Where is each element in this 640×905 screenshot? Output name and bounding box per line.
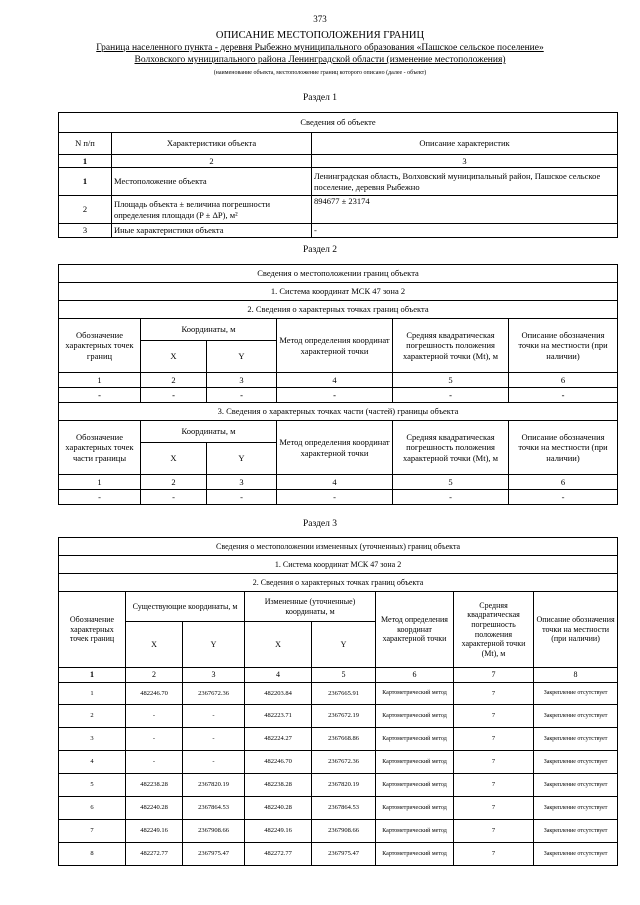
index-cell: 5 <box>393 475 509 490</box>
existing-x: 482249.16 <box>126 820 183 843</box>
index-cell: 6 <box>509 373 618 388</box>
point-description: Закрепление отсутствует <box>534 774 618 797</box>
col-header-char: Характеристики объекта <box>112 133 312 155</box>
coord-system: 1. Система координат МСК 47 зона 2 <box>59 556 618 574</box>
existing-y: - <box>183 728 245 751</box>
point-number: 8 <box>59 843 126 866</box>
col-header-desc: Описание характеристик <box>312 133 618 155</box>
dash-cell: - <box>509 388 618 403</box>
index-cell: 3 <box>207 373 277 388</box>
changed-y: 2367672.19 <box>312 705 376 728</box>
col-header-point: Обозначение характерных точек границ <box>59 319 141 373</box>
point-method: Картометрический метод <box>376 705 454 728</box>
existing-x: 482240.28 <box>126 797 183 820</box>
row-number: 2 <box>59 196 112 224</box>
changed-x: 482203.84 <box>245 683 312 705</box>
table-row <box>59 843 618 866</box>
changed-x: 482224.27 <box>245 728 312 751</box>
existing-x: 482246.70 <box>126 683 183 705</box>
index-cell: 2 <box>112 155 312 168</box>
dash-cell: - <box>207 388 277 403</box>
row-description: - <box>312 224 618 238</box>
col-header-y: Y <box>183 622 245 668</box>
changed-y: 2367864.53 <box>312 797 376 820</box>
existing-x: 482272.77 <box>126 843 183 866</box>
section2-table <box>58 264 618 505</box>
index-cell: 1 <box>59 668 126 683</box>
changed-y: 2367975.47 <box>312 843 376 866</box>
index-cell: 3 <box>312 155 618 168</box>
subsection-title: 2. Сведения о характерных точках границ объекта <box>59 301 618 319</box>
col-header-num: N п/п <box>59 133 112 155</box>
changed-x: 482246.70 <box>245 751 312 774</box>
dash-cell: - <box>277 388 393 403</box>
index-cell: 4 <box>277 373 393 388</box>
changed-x: 482240.28 <box>245 797 312 820</box>
col-header-method: Метод определения координат характерной точки <box>376 592 454 668</box>
point-number: 6 <box>59 797 126 820</box>
table-title: Сведения об объекте <box>59 113 618 133</box>
row-description: Ленинградская область, Волховский муниципальный район, Пашское сельское поселение, деревня Рыбежно <box>312 168 618 196</box>
point-number: 5 <box>59 774 126 797</box>
table-row <box>59 168 618 196</box>
existing-x: 482238.28 <box>126 774 183 797</box>
changed-x: 482238.28 <box>245 774 312 797</box>
existing-x: - <box>126 751 183 774</box>
point-method: Картометрический метод <box>376 774 454 797</box>
row-number: 3 <box>59 224 112 238</box>
col-header-point: Обозначение характерных точек границ <box>59 592 126 668</box>
col-header-coords: Координаты, м <box>141 319 277 341</box>
point-description: Закрепление отсутствует <box>534 751 618 774</box>
point-method: Картометрический метод <box>376 728 454 751</box>
index-cell: 7 <box>454 668 534 683</box>
table-row <box>59 797 618 820</box>
point-number: 1 <box>59 683 126 705</box>
section3-heading: Раздел 3 <box>303 519 337 529</box>
dash-cell: - <box>141 388 207 403</box>
index-cell: 4 <box>245 668 312 683</box>
index-cell: 1 <box>59 373 141 388</box>
table-row <box>59 728 618 751</box>
point-method: Картометрический метод <box>376 751 454 774</box>
col-header-y: Y <box>312 622 376 668</box>
table-row <box>59 388 618 403</box>
existing-x: - <box>126 728 183 751</box>
table-title: Сведения о местоположении измененных (уточненных) границ объекта <box>59 538 618 556</box>
existing-y: 2367908.66 <box>183 820 245 843</box>
col-header-desc: Описание обозначения точки на местности (при наличии) <box>534 592 618 668</box>
page-number: 373 <box>313 14 327 24</box>
changed-x: 482249.16 <box>245 820 312 843</box>
point-number: 7 <box>59 820 126 843</box>
row-characteristic: Площадь объекта ± величина погрешности определения площади (P ± ΔP), м² <box>112 196 312 224</box>
object-name-line2: Волховского муниципального района Ленинградской области (изменение местоположения) <box>134 55 506 65</box>
section3-table <box>58 537 618 866</box>
dash-cell: - <box>393 490 509 505</box>
index-cell: 6 <box>376 668 454 683</box>
col-header-existing: Существующие координаты, м <box>126 592 245 622</box>
col-header-x: X <box>126 622 183 668</box>
dash-cell: - <box>207 490 277 505</box>
point-error: 7 <box>454 705 534 728</box>
document-title: ОПИСАНИЕ МЕСТОПОЛОЖЕНИЯ ГРАНИЦ <box>215 30 425 41</box>
point-error: 7 <box>454 774 534 797</box>
index-cell: 2 <box>141 373 207 388</box>
table-row <box>59 683 618 705</box>
section1-heading: Раздел 1 <box>303 93 337 103</box>
dash-cell: - <box>59 490 141 505</box>
coord-system: 1. Система координат МСК 47 зона 2 <box>59 283 618 301</box>
point-error: 7 <box>454 797 534 820</box>
changed-x: 482272.77 <box>245 843 312 866</box>
index-cell: 1 <box>59 155 112 168</box>
subsection-title: 3. Сведения о характерных точках части (частей) границы объекта <box>59 403 618 421</box>
dash-cell: - <box>393 388 509 403</box>
col-header-error: Средняя квадратическая погрешность положения характерной точки (Mt), м <box>393 319 509 373</box>
point-number: 3 <box>59 728 126 751</box>
existing-x: - <box>126 705 183 728</box>
changed-x: 482223.71 <box>245 705 312 728</box>
table-row <box>59 196 618 224</box>
point-method: Картометрический метод <box>376 843 454 866</box>
index-cell: 2 <box>126 668 183 683</box>
row-description: 894677 ± 23174 <box>312 196 618 224</box>
table-row <box>59 224 618 238</box>
existing-y: 2367864.53 <box>183 797 245 820</box>
col-header-x: X <box>245 622 312 668</box>
col-header-x: X <box>141 443 207 475</box>
existing-y: 2367820.19 <box>183 774 245 797</box>
table-title: Сведения о местоположении границ объекта <box>59 265 618 283</box>
dash-cell: - <box>509 490 618 505</box>
index-cell: 8 <box>534 668 618 683</box>
point-number: 2 <box>59 705 126 728</box>
col-header-y: Y <box>207 443 277 475</box>
section2-heading: Раздел 2 <box>303 245 337 255</box>
existing-y: - <box>183 751 245 774</box>
subsection-title: 2. Сведения о характерных точках границ объекта <box>59 574 618 592</box>
col-header-method: Метод определения координат характерной точки <box>277 319 393 373</box>
point-method: Картометрический метод <box>376 820 454 843</box>
point-error: 7 <box>454 751 534 774</box>
point-method: Картометрический метод <box>376 797 454 820</box>
existing-y: 2367672.36 <box>183 683 245 705</box>
row-number: 1 <box>59 168 112 196</box>
point-error: 7 <box>454 820 534 843</box>
col-header-desc: Описание обозначения точки на местности (при наличии) <box>509 319 618 373</box>
row-characteristic: Иные характеристики объекта <box>112 224 312 238</box>
index-cell: 5 <box>312 668 376 683</box>
table-row <box>59 820 618 843</box>
point-description: Закрепление отсутствует <box>534 797 618 820</box>
col-header-desc: Описание обозначения точки на местности (при наличии) <box>509 421 618 475</box>
point-number: 4 <box>59 751 126 774</box>
point-error: 7 <box>454 683 534 705</box>
col-header-point-part: Обозначение характерных точек части границы <box>59 421 141 475</box>
changed-y: 2367820.19 <box>312 774 376 797</box>
table-row <box>59 490 618 505</box>
index-cell: 2 <box>141 475 207 490</box>
changed-y: 2367665.91 <box>312 683 376 705</box>
object-name-line1: Граница населенного пункта - деревня Рыбежно муниципального образования «Пашское сельское поселение» <box>96 43 544 53</box>
dash-cell: - <box>277 490 393 505</box>
table-row <box>59 774 618 797</box>
index-cell: 3 <box>183 668 245 683</box>
object-name-note: (наименование объекта, местоположение границ которого описано (далее - объект) <box>213 70 427 76</box>
col-header-changed: Измененные (уточненные) координаты, м <box>245 592 376 622</box>
point-description: Закрепление отсутствует <box>534 728 618 751</box>
col-header-x: X <box>141 341 207 373</box>
col-header-error: Средняя квадратическая погрешность положения характерной точки (Mt), м <box>393 421 509 475</box>
changed-y: 2367908.66 <box>312 820 376 843</box>
dash-cell: - <box>59 388 141 403</box>
changed-y: 2367668.86 <box>312 728 376 751</box>
point-description: Закрепление отсутствует <box>534 820 618 843</box>
section1-table <box>58 112 618 238</box>
row-characteristic: Местоположение объекта <box>112 168 312 196</box>
col-header-y: Y <box>207 341 277 373</box>
index-cell: 3 <box>207 475 277 490</box>
index-cell: 5 <box>393 373 509 388</box>
index-cell: 1 <box>59 475 141 490</box>
col-header-error: Средняя квадратическая погрешность положения характерной точки (Mt), м <box>454 592 534 668</box>
point-error: 7 <box>454 728 534 751</box>
index-cell: 6 <box>509 475 618 490</box>
existing-y: - <box>183 705 245 728</box>
point-description: Закрепление отсутствует <box>534 683 618 705</box>
point-description: Закрепление отсутствует <box>534 843 618 866</box>
point-description: Закрепление отсутствует <box>534 705 618 728</box>
dash-cell: - <box>141 490 207 505</box>
index-cell: 4 <box>277 475 393 490</box>
col-header-coords: Координаты, м <box>141 421 277 443</box>
point-error: 7 <box>454 843 534 866</box>
point-method: Картометрический метод <box>376 683 454 705</box>
existing-y: 2367975.47 <box>183 843 245 866</box>
changed-y: 2367672.36 <box>312 751 376 774</box>
col-header-method: Метод определения координат характерной точки <box>277 421 393 475</box>
table-row <box>59 705 618 728</box>
table-row <box>59 751 618 774</box>
